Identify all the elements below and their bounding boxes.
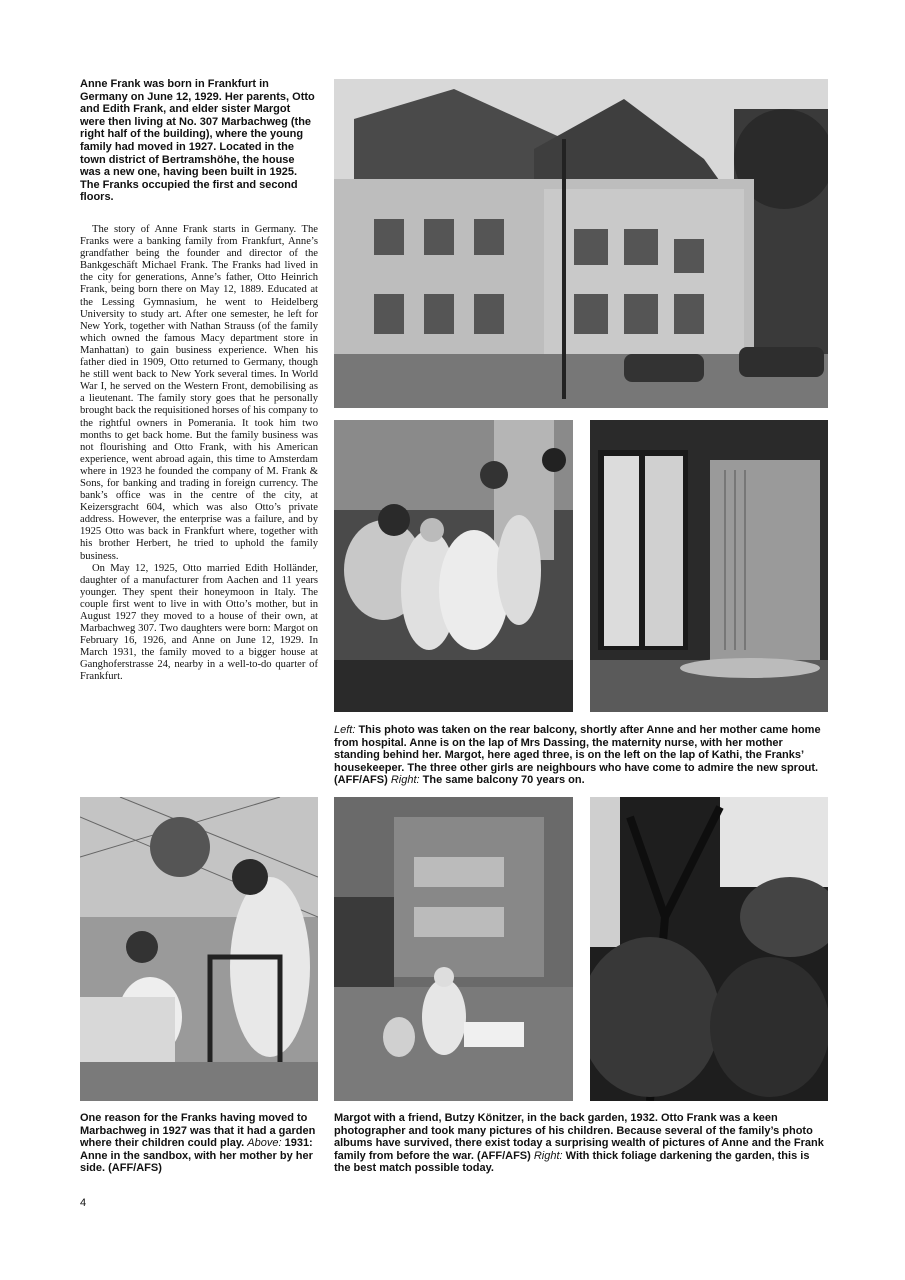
sandbox-caption-above-label: Above: [247,1137,282,1150]
sandbox-caption-text-1: One reason for the Franks having moved to Marbachweg in 1927 was that it had a garden where their children could play. [80,1112,316,1150]
garden-1932-photo [334,797,573,1101]
garden-caption-right-label: Right: [533,1149,563,1162]
garden-caption [334,1112,828,1175]
sandbox-caption [80,1112,318,1175]
page-number: 4 [80,1197,87,1209]
garden-caption-text-2: With thick foliage darkening the garden, this is the best match possible today. [334,1149,810,1175]
garden-today-photo [590,797,828,1101]
balcony-1929-photo [334,420,573,712]
sandbox-photo [80,797,318,1101]
balcony-caption-right-text: The same balcony 70 years on. [419,774,585,787]
intro-paragraph: Anne Frank was born in Frankfurt in Germany on June 12, 1929. Her parents, Otto and Edith Frank, and elder sister Margot were then living at No. 307 Marbachweg (the right half of the building), where the young family had moved in 1927. Located in the town district of Bertramshöhe, the house was a new one, having been built in 1925. The Franks occupied the first and second floors. [80,78,315,204]
balcony-today-photo [590,420,828,712]
house-photo [334,79,828,408]
balcony-caption [334,724,828,787]
body-paragraph-2: On May 12, 1925, Otto married Edith Holländer, daughter of a manufacturer from Aachen and 11 years younger. They spent their honeymoon in Italy. The couple first went to live in with Otto’s mother, but in August 1927 they moved to a house of their own, at Marbachweg 307. Two daughters were born: Margot on February 16, 1926, and Anne on June 12, 1929. In March 1931, the family moved to a bigger house at Ganghoferstrasse 24, nearby in a well-to-do quarter of Frankfurt. [80,562,318,683]
garden-caption-text-1: Margot with a friend, Butzy Könitzer, in the back garden, 1932. Otto Frank was a keen photographer and took many pictures of his children. Because several of the family’s photo albums have survived, there exist today a surprising wealth of pictures of Anne and the Frank family from before the war. (AFF/AFS) [334,1112,824,1162]
sandbox-caption-text-2: 1931: Anne in the sandbox, with her mother by her side. (AFF/AFS) [80,1137,313,1175]
body-text [80,224,318,684]
balcony-caption-right-label: Right: [390,774,420,787]
balcony-caption-left-text: This photo was taken on the rear balcony, shortly after Anne and her mother came home from hospital. Anne is on the lap of Mrs Dassing, the maternity nurse, with her mother standing behind her. Margot, here aged three, is on the left on the lap of Kathi, the Franks’ housekeeper. The three other girls are neighbours who have come to admire the new sprout. (AFF/AFS) [334,724,821,787]
balcony-caption-left-label: Left: [334,724,356,736]
body-paragraph-1: The story of Anne Frank starts in Germany. The Franks were a banking family from Frankfurt, Anne’s grandfather being the founder and director of the Bankgeschäft Michael Frank. The Franks had lived in the city for generations, Anne’s father, Otto Heinrich Frank, being born there on May 12, 1889. Educated at the Lessing Gymnasium, he went to Heidelberg University to study art. After one semester, he left for New York, together with Nathan Strauss (of the family which owned the famous Macy department store in Manhattan) to gain business experience. When his father died in 1909, Otto returned to Germany, though he still went back to New York several times. In World War I, he served on the Western Front, demobilising as a lieutenant. The family story goes that he personally brought back the requisitioned horses of his company to the rightful owners in Pomerania. It took him two months to get back home. But the family business was not flourishing and Otto Frank, with his American experience, went abroad again, this time to Amsterdam where in 1923 he founded the company of M. Frank & Sons, for banking and trading in foreign currency. The bank’s office was in the centre of the city, at Keizersgracht 604, which was also Otto’s private address. However, the enterprise was a failure, and by 1925 Otto was back in Frankfurt where, together with his brother Herbert, he tried to uphold the family business. [80,224,318,562]
